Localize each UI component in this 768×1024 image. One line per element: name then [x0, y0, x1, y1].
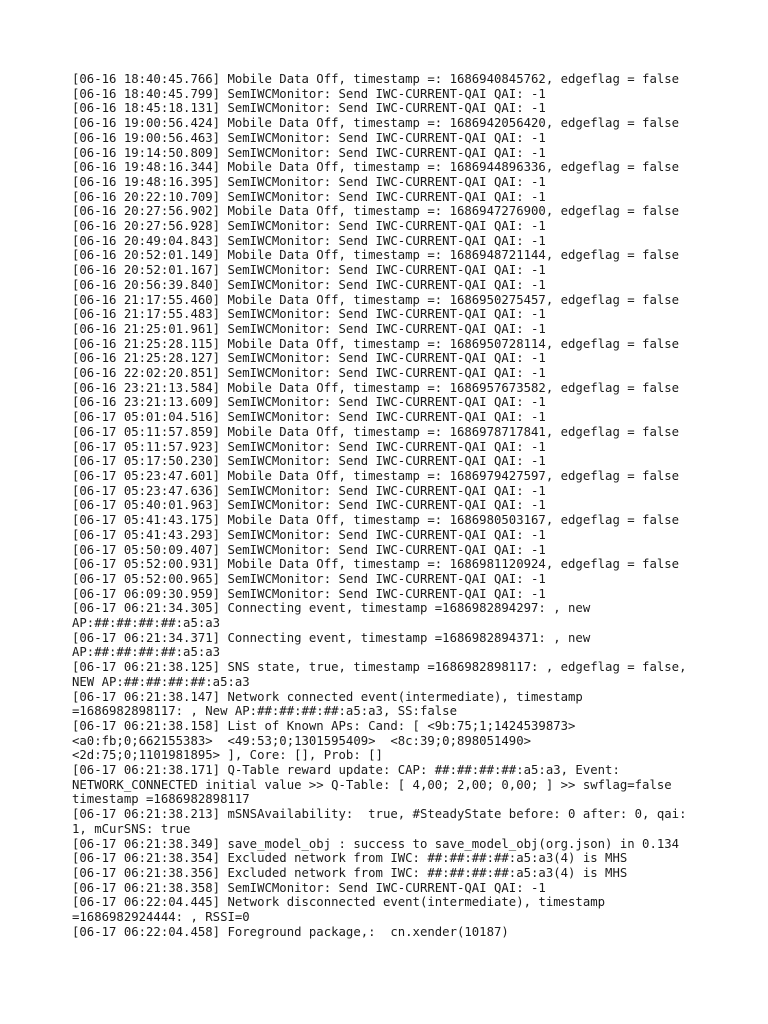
log-line: [06-17 05:41:43.293] SemIWCMonitor: Send IWC-CURRENT-QAI QAI: -1: [72, 527, 546, 542]
log-line: [06-16 19:14:50.809] SemIWCMonitor: Send IWC-CURRENT-QAI QAI: -1: [72, 145, 546, 160]
log-line: [06-17 06:21:38.349] save_model_obj : success to save_model_obj(org.json) in 0.134: [72, 836, 680, 851]
log-line: [06-17 05:52:00.931] Mobile Data Off, timestamp =: 1686981120924, edgeflag = false: [72, 557, 680, 572]
log-line: [06-16 20:52:01.149] Mobile Data Off, timestamp =: 1686948721144, edgeflag = false: [72, 248, 680, 263]
log-line: [06-17 05:52:00.965] SemIWCMonitor: Send IWC-CURRENT-QAI QAI: -1: [72, 571, 546, 586]
log-line: [06-17 06:21:38.354] Excluded network from IWC: ##:##:##:##:a5:a3(4) is MHS: [72, 851, 628, 866]
log-line: [06-17 06:21:38.158] List of Known APs: Cand: [ <9b:75;1;1424539873> <a0:fb;0;662155383> <49:53;0;1301595409> <8c:39;0;898051490> <2d:75;0;1101981895> ], Core: [], Prob: []: [72, 718, 576, 763]
log-line: [06-16 20:27:56.902] Mobile Data Off, timestamp =: 1686947276900, edgeflag = false: [72, 204, 680, 219]
log-line: [06-17 05:17:50.230] SemIWCMonitor: Send IWC-CURRENT-QAI QAI: -1: [72, 454, 546, 469]
log-line: [06-17 06:21:38.125] SNS state, true, timestamp =1686982898117: , edgeflag = false, NEW AP:##:##:##:##:a5:a3: [72, 660, 687, 689]
log-line: [06-17 05:23:47.601] Mobile Data Off, timestamp =: 1686979427597, edgeflag = false: [72, 468, 680, 483]
log-line: [06-16 19:48:16.344] Mobile Data Off, timestamp =: 1686944896336, edgeflag = false: [72, 160, 680, 175]
log-line: [06-16 18:40:45.766] Mobile Data Off, timestamp =: 1686940845762, edgeflag = false: [72, 72, 680, 86]
log-line: [06-16 18:40:45.799] SemIWCMonitor: Send IWC-CURRENT-QAI QAI: -1: [72, 86, 546, 101]
log-line: [06-17 06:21:38.171] Q-Table reward update: CAP: ##:##:##:##:a5:a3, Event: NETWORK_CONNECTED initial value >> Q-Table: [ 4,00; 2,00; 0,00; ] >> swflag=false timestamp =1686982898117: [72, 763, 672, 807]
log-line: [06-16 19:48:16.395] SemIWCMonitor: Send IWC-CURRENT-QAI QAI: -1: [72, 174, 546, 189]
log-line: [06-17 05:01:04.516] SemIWCMonitor: Send IWC-CURRENT-QAI QAI: -1: [72, 410, 546, 425]
log-line: [06-17 06:21:38.213] mSNSAvailability: true, #SteadyState before: 0 after: 0, qai: 1, mCurSNS: true: [72, 807, 687, 836]
log-line: [06-17 06:21:34.371] Connecting event, timestamp =1686982894371: , new AP:##:##:##:##:a5:a3: [72, 630, 591, 660]
log-line: [06-16 21:25:01.961] SemIWCMonitor: Send IWC-CURRENT-QAI QAI: -1: [72, 321, 546, 336]
log-line: [06-16 20:52:01.167] SemIWCMonitor: Send IWC-CURRENT-QAI QAI: -1: [72, 263, 546, 278]
log-line: [06-17 06:21:38.356] Excluded network from IWC: ##:##:##:##:a5:a3(4) is MHS: [72, 865, 628, 880]
log-line: [06-16 21:17:55.460] Mobile Data Off, timestamp =: 1686950275457, edgeflag = false: [72, 292, 680, 307]
log-line: [06-17 06:21:34.305] Connecting event, timestamp =1686982894297: , new AP:##:##:##:##:a5:a3: [72, 601, 591, 631]
log-line: [06-17 05:23:47.636] SemIWCMonitor: Send IWC-CURRENT-QAI QAI: -1: [72, 483, 546, 498]
log-line: [06-17 05:50:09.407] SemIWCMonitor: Send IWC-CURRENT-QAI QAI: -1: [72, 542, 546, 557]
log-line: [06-17 05:11:57.923] SemIWCMonitor: Send IWC-CURRENT-QAI QAI: -1: [72, 439, 546, 454]
log-line: [06-16 21:25:28.115] Mobile Data Off, timestamp =: 1686950728114, edgeflag = false: [72, 336, 680, 351]
log-line: [06-17 05:11:57.859] Mobile Data Off, timestamp =: 1686978717841, edgeflag = false: [72, 424, 680, 439]
log-document: [72, 72, 712, 939]
log-line: [06-17 06:22:04.445] Network disconnected event(intermediate), timestamp =1686982924444: , RSSI=0: [72, 895, 606, 925]
log-line: [06-16 20:49:04.843] SemIWCMonitor: Send IWC-CURRENT-QAI QAI: -1: [72, 233, 546, 248]
log-line: [06-17 06:21:38.147] Network connected event(intermediate), timestamp =1686982898117: , New AP:##:##:##:##:a5:a3, SS:false: [72, 689, 583, 719]
log-line: [06-17 06:22:04.458] Foreground package,: cn.xender(10187): [72, 924, 509, 939]
log-line: [06-16 19:00:56.424] Mobile Data Off, timestamp =: 1686942056420, edgeflag = false: [72, 116, 680, 131]
log-line: [06-16 20:56:39.840] SemIWCMonitor: Send IWC-CURRENT-QAI QAI: -1: [72, 277, 546, 292]
log-line: [06-16 22:02:20.851] SemIWCMonitor: Send IWC-CURRENT-QAI QAI: -1: [72, 366, 546, 381]
log-line: [06-16 19:00:56.463] SemIWCMonitor: Send IWC-CURRENT-QAI QAI: -1: [72, 130, 546, 145]
log-line: [06-16 21:17:55.483] SemIWCMonitor: Send IWC-CURRENT-QAI QAI: -1: [72, 307, 546, 322]
log-line: [06-17 06:09:30.959] SemIWCMonitor: Send IWC-CURRENT-QAI QAI: -1: [72, 586, 546, 601]
log-line: [06-17 06:21:38.358] SemIWCMonitor: Send IWC-CURRENT-QAI QAI: -1: [72, 880, 546, 895]
log-line: [06-16 23:21:13.584] Mobile Data Off, timestamp =: 1686957673582, edgeflag = false: [72, 380, 680, 395]
log-line: [06-16 23:21:13.609] SemIWCMonitor: Send IWC-CURRENT-QAI QAI: -1: [72, 395, 546, 410]
log-line: [06-16 20:22:10.709] SemIWCMonitor: Send IWC-CURRENT-QAI QAI: -1: [72, 189, 546, 204]
log-line: [06-16 20:27:56.928] SemIWCMonitor: Send IWC-CURRENT-QAI QAI: -1: [72, 219, 546, 234]
log-line: [06-17 05:40:01.963] SemIWCMonitor: Send IWC-CURRENT-QAI QAI: -1: [72, 498, 546, 513]
log-line: [06-16 18:45:18.131] SemIWCMonitor: Send IWC-CURRENT-QAI QAI: -1: [72, 101, 546, 116]
log-line: [06-17 05:41:43.175] Mobile Data Off, timestamp =: 1686980503167, edgeflag = false: [72, 513, 680, 528]
log-line: [06-16 21:25:28.127] SemIWCMonitor: Send IWC-CURRENT-QAI QAI: -1: [72, 351, 546, 366]
